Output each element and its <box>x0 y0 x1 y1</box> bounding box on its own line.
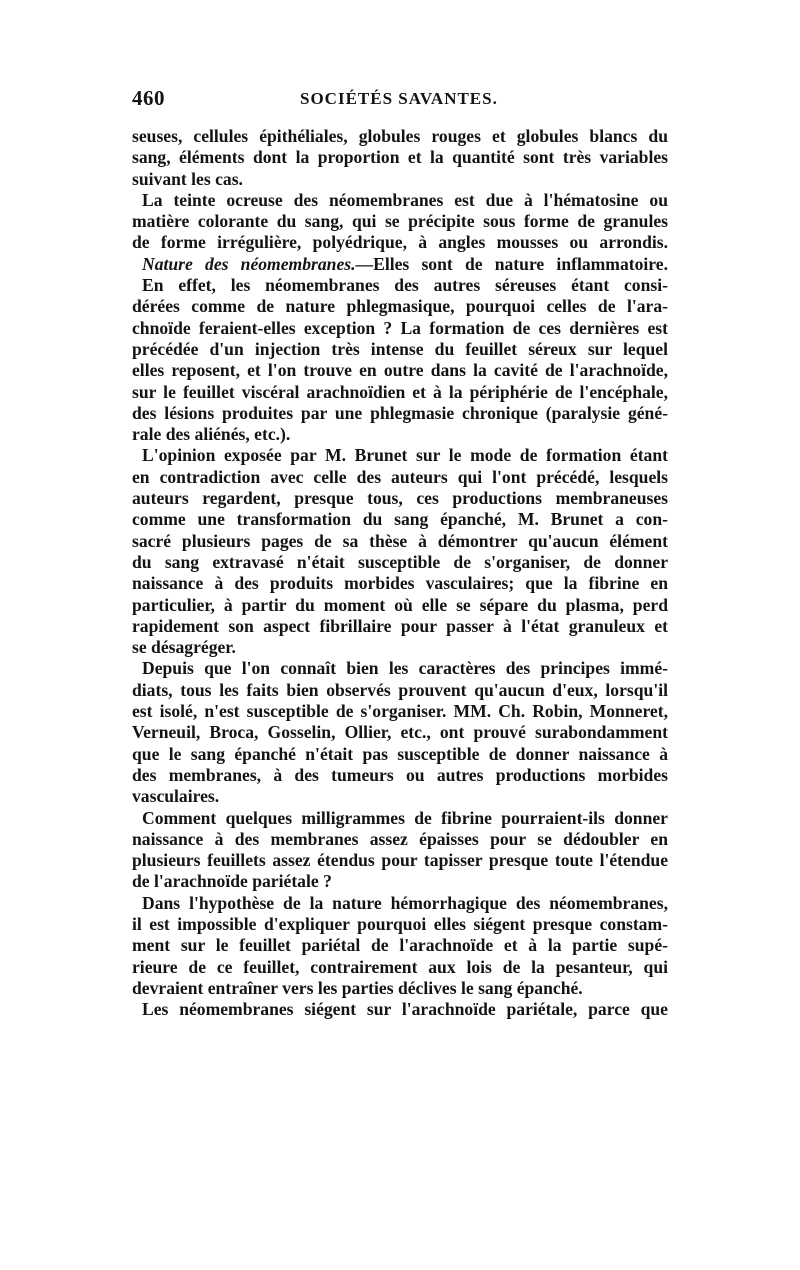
text-line: Comment quelques milligrammes de fibrine pourraient-ils donner <box>142 807 668 828</box>
text-line: des membranes, à des tumeurs ou autres productions morbides <box>132 764 668 785</box>
text-line: dérées comme de nature phlegmasique, pourquoi celles de l'ara- <box>132 296 668 317</box>
text-line: ment sur le feuillet pariétal de l'arachnoïde et à la partie supé- <box>132 935 668 956</box>
text-line: Depuis que l'on connaît bien les caractères des principes immé- <box>142 658 668 679</box>
text-line: des lésions produites par une phlegmasie chronique (paralysie géné- <box>132 402 668 423</box>
text-line: Les néomembranes siégent sur l'arachnoïde pariétale, parce que <box>142 999 668 1020</box>
text-line: sur le feuillet viscéral arachnoïdien et à la périphérie de l'encéphale, <box>132 381 668 402</box>
text-segment: —Elles sont de nature inflammatoire. <box>355 253 668 274</box>
text-line: rapidement son aspect fibrillaire pour passer à l'état granuleux et <box>132 615 668 636</box>
text-line: rale des aliénés, etc.). <box>132 424 291 445</box>
text-line: L'opinion exposée par M. Brunet sur le mode de formation étant <box>142 445 668 466</box>
section-italic-heading: Nature des néomembranes. <box>142 253 356 274</box>
text-line: particulier, à partir du moment où elle se sépare du plasma, perd <box>132 594 668 615</box>
text-line: La teinte ocreuse des néomembranes est due à l'hématosine ou <box>142 189 668 210</box>
text-line: suivant les cas. <box>132 168 243 189</box>
text-line: en contradiction avec celle des auteurs qui l'ont précédé, lesquels <box>132 466 668 487</box>
text-line: devraient entraîner vers les parties déclives le sang épanché. <box>132 977 583 998</box>
running-head: SOCIÉTÉS SAVANTES. <box>300 89 498 108</box>
page-header <box>132 86 668 116</box>
text-line: comme une transformation du sang épanché, M. Brunet a con- <box>132 509 668 530</box>
text-line: il est impossible d'expliquer pourquoi elles siégent presque constam- <box>132 913 668 934</box>
text-line: En effet, les néomembranes des autres séreuses étant consi- <box>142 275 668 296</box>
page-number: 460 <box>132 86 165 110</box>
text-line: naissance à des membranes assez épaisses pour se dédoubler en <box>132 828 668 849</box>
text-line: du sang extravasé n'était susceptible de s'organiser, de donner <box>132 551 668 572</box>
text-line: chnoïde feraient-elles exception ? La formation de ces dernières est <box>132 317 668 338</box>
text-line: que le sang épanché n'était pas susceptible de donner naissance à <box>132 743 668 764</box>
text-line: sacré plusieurs pages de sa thèse à démontrer qu'aucun élément <box>132 530 668 551</box>
text-line: précédée d'un injection très intense du feuillet séreux sur lequel <box>132 338 668 359</box>
text-line: vasculaires. <box>132 786 220 807</box>
text-line: se désagréger. <box>132 637 236 658</box>
text-line: naissance à des produits morbides vasculaires; que la fibrine en <box>132 573 668 594</box>
text-line: diats, tous les faits bien observés prouvent qu'aucun d'eux, lorsqu'il <box>132 679 668 700</box>
text-line: est isolé, n'est susceptible de s'organiser. MM. Ch. Robin, Monneret, <box>132 701 668 722</box>
text-line: plusieurs feuillets assez étendus pour tapisser presque toute l'étendue <box>132 850 668 871</box>
text-line: de l'arachnoïde pariétale ? <box>132 871 332 892</box>
text-line: rieure de ce feuillet, contrairement aux lois de la pesanteur, qui <box>132 956 668 977</box>
text-line: elles reposent, et l'on trouve en outre dans la cavité de l'arachnoïde, <box>132 360 668 381</box>
text-line: sang, éléments dont la proportion et la quantité sont très variables <box>132 147 668 168</box>
text-line: auteurs regardent, presque tous, ces productions membraneuses <box>132 488 668 509</box>
text-line: matière colorante du sang, qui se précipite sous forme de granules <box>132 211 668 232</box>
body-text <box>132 126 668 1020</box>
text-line-with-italic-lead <box>132 254 668 275</box>
text-line: Verneuil, Broca, Gosselin, Ollier, etc., ont prouvé surabondamment <box>132 722 668 743</box>
text-line: de forme irrégulière, polyédrique, à angles mousses ou arrondis. <box>132 232 668 253</box>
text-line: seuses, cellules épithéliales, globules rouges et globules blancs du <box>132 126 668 146</box>
text-line: Dans l'hypothèse de la nature hémorrhagique des néomembranes, <box>142 892 668 913</box>
